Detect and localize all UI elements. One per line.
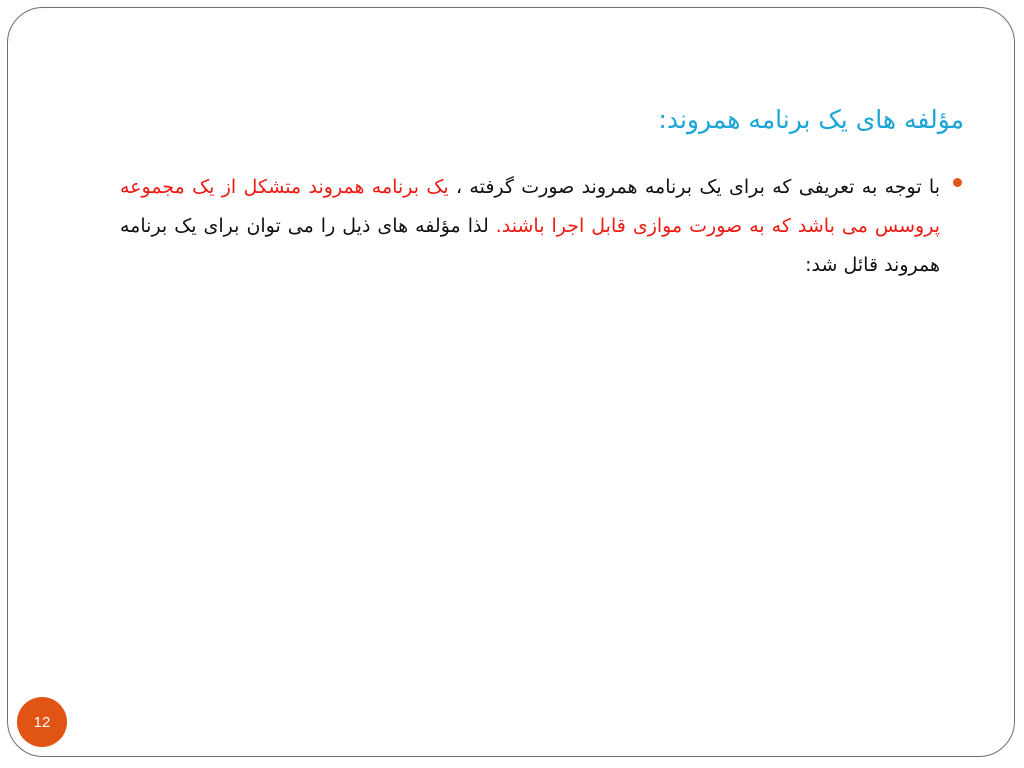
slide-title: مؤلفه های یک برنامه همروند: [658, 105, 964, 134]
bullet-text-conclusion: لذا مؤلفه های ذیل را می توان برای یک برنامه همروند قائل شد: [120, 215, 940, 276]
bullet-dot-icon [953, 178, 962, 187]
page-number-badge: 12 [17, 697, 67, 747]
bullet-text-intro: با توجه به تعریفی که برای یک برنامه همروند صورت گرفته ، [448, 176, 941, 198]
bullet-text-highlight: یک برنامه همروند متشکل از یک مجموعه پروسس می باشد که به صورت موازی قابل اجرا باشند. [120, 176, 940, 237]
bullet-paragraph [120, 168, 940, 285]
